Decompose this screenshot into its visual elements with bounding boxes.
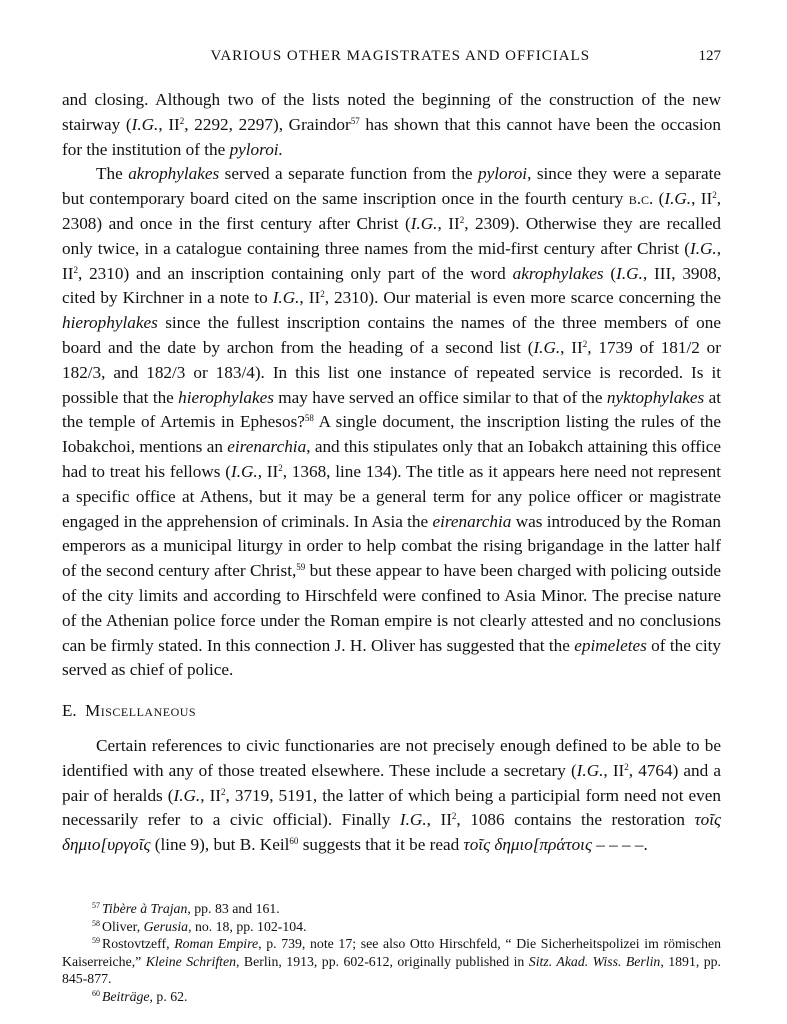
text: , since they were a separate but contemporary board cited on the same inscription once in the fourth century xyxy=(62,164,721,209)
greek-text: τοῖς δημιο[πράτοις – – – – xyxy=(463,835,644,855)
footnote-number: 58 xyxy=(92,918,100,928)
term: epimeletes xyxy=(574,635,647,655)
citation: I.G. xyxy=(173,785,201,805)
text: was introduced by the Roman emperors as a municipal liturgy in order to help combat the rising brigandage in the latter half of the second century after Christ, xyxy=(62,511,721,581)
footnote-58 xyxy=(62,918,721,936)
citation: I.G. xyxy=(664,189,692,209)
text: , 3719, 5191, the latter of which being a participial form need not even necessarily refer to a civic official). Finally xyxy=(62,785,721,830)
text: Rostovtzeff, xyxy=(102,936,175,952)
footnote-57 xyxy=(62,900,721,918)
text: , II xyxy=(62,238,721,283)
section-heading xyxy=(62,699,721,724)
text: , 2308) and once in the first century after Christ ( xyxy=(62,189,721,233)
text: may have served an office similar to that of the xyxy=(273,387,607,407)
text: , II xyxy=(299,288,321,308)
superscript: 2 xyxy=(624,761,629,772)
text: , II xyxy=(426,810,452,830)
title: Kleine Schriften xyxy=(145,953,237,969)
text: , II xyxy=(158,114,180,134)
running-title: VARIOUS OTHER MAGISTRATES AND OFFICIALS xyxy=(210,48,591,64)
term: eirenarchia xyxy=(432,511,512,531)
superscript: 2 xyxy=(712,190,717,201)
footnote-number: 59 xyxy=(92,936,100,946)
era-abbrev: b.c. xyxy=(628,189,654,209)
text: A single document, the inscription listing the rules of the Iobakchoi, mentions an xyxy=(62,412,722,457)
text: served a separate function from the xyxy=(219,164,479,184)
title: Tibère à Trajan xyxy=(102,900,188,916)
citation: I.G. xyxy=(272,288,300,308)
text: ( xyxy=(603,263,617,283)
title: Sitz. Akad. Wiss. Berlin xyxy=(528,953,661,969)
text: since the fullest inscription contains the names of the three members of one board and the date by archon from the heading of a second list ( xyxy=(62,313,721,357)
term: pyloroi xyxy=(478,164,528,184)
footnote-59 xyxy=(62,935,721,988)
text: , 2309). Otherwise they are recalled only twice, in a catalogue containing three names from the mid-first century after Christ ( xyxy=(62,213,721,258)
text: , II xyxy=(437,213,460,233)
citation: I.G. xyxy=(616,263,643,283)
text: , III, 3908, cited by Kirchner in a note to xyxy=(62,263,722,308)
citation: I.G. xyxy=(399,810,427,830)
text: , II xyxy=(691,189,713,209)
text: . xyxy=(643,835,648,855)
text: , 2292, 2297), Graindor xyxy=(184,114,351,134)
term: akrophylakes xyxy=(128,164,220,184)
text: Certain references to civic functionaries are not precisely enough defined to be able to be identified with any of those treated elsewhere. These include a secretary ( xyxy=(62,735,721,780)
text: but these appear to have been charged with policing outside of the city limits and according to Hirschfeld were confined to Asia Minor. The precise nature of the Athenian police force under the Roman empire is not clearly attested and no conclusions can be firmly stated. In this connection J. H. Oliver has suggested that the xyxy=(62,561,721,655)
text: , 4764) and a pair of heralds ( xyxy=(62,760,721,805)
text: , 1086 contains the restoration xyxy=(456,810,695,830)
superscript: 2 xyxy=(179,115,185,126)
citation: I.G. xyxy=(689,238,717,258)
text: Oliver, xyxy=(102,918,144,934)
term: hierophylakes xyxy=(178,387,274,407)
text: , 1368, line 134). The title as it appears here need not represent a specific office at Athens, but it may be a general term for any police officer or magistrate engaged in the apprehension of criminals. In Asia the xyxy=(62,461,721,531)
title: Beiträge xyxy=(102,988,150,1004)
text: and closing. Although two of the lists noted the beginning of the construction of the new stairway ( xyxy=(62,90,721,134)
text: (line 9), but B. Keil xyxy=(150,835,290,855)
text: , II xyxy=(257,461,279,481)
text: ( xyxy=(653,189,665,209)
term: eirenarchia xyxy=(227,437,307,457)
title: Gerusia xyxy=(143,918,189,934)
term: hierophylakes xyxy=(62,313,158,333)
text: , no. 18, pp. 102-104. xyxy=(188,918,307,934)
citation: I.G. xyxy=(410,213,438,233)
superscript: 2 xyxy=(278,462,283,473)
text: at the temple of Artemis in Ephesos? xyxy=(62,387,722,432)
superscript: 2 xyxy=(582,338,588,349)
page xyxy=(62,48,721,1005)
superscript: 2 xyxy=(73,264,78,275)
term: akrophylakes xyxy=(512,263,604,283)
footnote-number: 60 xyxy=(92,988,100,998)
page-number: 127 xyxy=(698,48,721,64)
text: , II xyxy=(200,785,222,805)
footnote-ref-59[interactable]: 59 xyxy=(296,562,306,573)
superscript: 2 xyxy=(459,214,465,225)
text: , pp. 83 and 161. xyxy=(187,900,280,916)
footnotes xyxy=(62,900,721,1006)
footnote-ref-60[interactable]: 60 xyxy=(289,836,299,847)
superscript: 2 xyxy=(221,786,226,797)
term: pyloroi. xyxy=(229,139,283,159)
footnote-60 xyxy=(62,988,721,1006)
section-title: Miscellaneous xyxy=(85,701,197,721)
citation: I.G. xyxy=(131,114,159,134)
text: , II xyxy=(603,760,625,780)
text: , 1891, pp. 845-877. xyxy=(62,953,721,987)
text: of the city served as chief of police. xyxy=(62,635,721,680)
text: , Berlin, 1913, pp. 602-612, originally published in xyxy=(236,953,529,969)
footnote-ref-57[interactable]: 57 xyxy=(350,115,360,126)
running-header xyxy=(62,48,721,72)
text: , II xyxy=(560,337,583,357)
term: nyktophylakes xyxy=(606,387,705,407)
text: , 1739 of 181/2 or 182/3, and 182/3 or 183/4). In this list one instance of repeated service is recorded. Is it possible that the xyxy=(62,337,721,407)
title: Roman Empire xyxy=(174,936,259,952)
text: suggests that it be read xyxy=(298,835,464,855)
greek-text: τοῖς δημιο[υργοῖς xyxy=(62,810,722,855)
citation: I.G. xyxy=(576,760,604,780)
text: , and this stipulates only that an Iobakch attaining this office had to treat his fellows ( xyxy=(62,437,722,481)
superscript: 2 xyxy=(451,811,457,822)
footnote-number: 57 xyxy=(92,900,100,910)
text: , 2310). Our material is even more scarce concerning the xyxy=(324,288,721,308)
paragraph-1 xyxy=(62,88,721,162)
paragraph-2 xyxy=(62,162,721,683)
text: , 2310) and an inscription containing only part of the word xyxy=(77,263,513,283)
paragraph-3 xyxy=(62,734,721,858)
footnote-ref-58[interactable]: 58 xyxy=(304,413,314,424)
section-letter: E. xyxy=(62,701,77,721)
citation: I.G. xyxy=(230,461,258,481)
superscript: 2 xyxy=(320,289,325,300)
text: The xyxy=(96,164,129,184)
text: , p. 739, note 17; see also Otto Hirschfeld, “ Die Sicherheitspolizei im römischen Kaiserreiche,” xyxy=(62,936,721,969)
body-text xyxy=(62,88,721,858)
text: has shown that this cannot have been the occasion for the institution of the xyxy=(62,114,721,159)
text: , p. 62. xyxy=(149,988,188,1004)
citation: I.G. xyxy=(533,337,561,357)
